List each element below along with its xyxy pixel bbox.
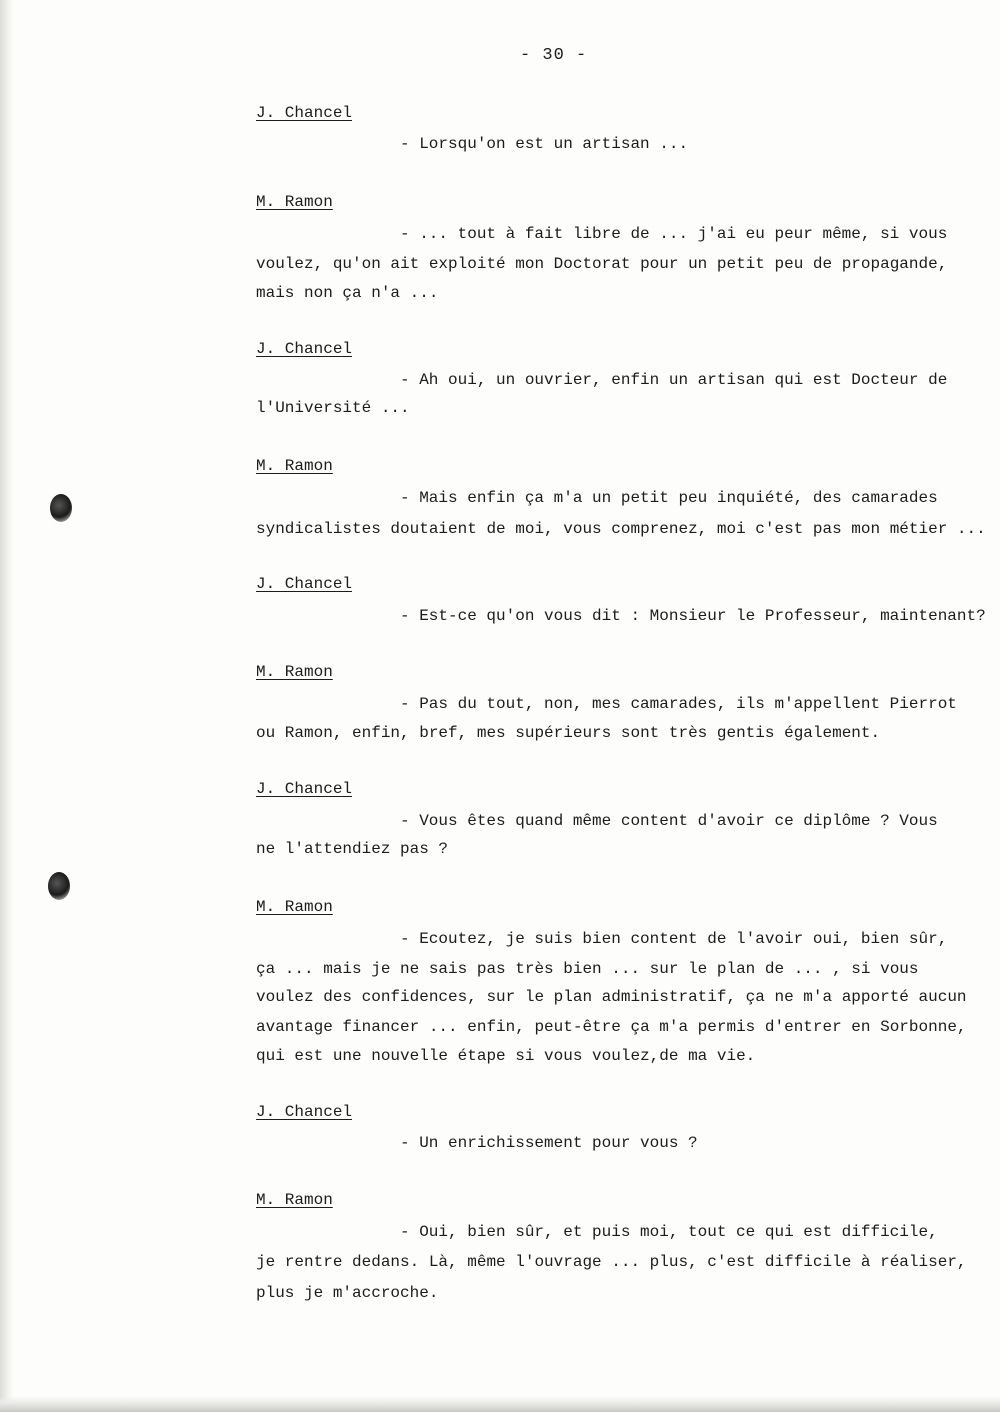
dialogue-line: - Pas du tout, non, mes camarades, ils m'appellent Pierrot — [400, 695, 957, 713]
dialogue-line: - Est-ce qu'on vous dit : Monsieur le Professeur, maintenant? — [400, 607, 986, 625]
speaker-label: M. Ramon — [256, 663, 333, 681]
dialogue-line: - Ah oui, un ouvrier, enfin un artisan qui est Docteur de — [400, 371, 948, 389]
dialogue-line: - Ecoutez, je suis bien content de l'avoir oui, bien sûr, — [400, 930, 948, 948]
speaker-label: J. Chancel — [256, 780, 353, 798]
speaker-label: J. Chancel — [256, 340, 353, 358]
speaker-label: M. Ramon — [256, 457, 333, 475]
dialogue-line: ou Ramon, enfin, bref, mes supérieurs sont très gentis également. — [256, 724, 881, 742]
dialogue-line: je rentre dedans. Là, même l'ouvrage ... plus, c'est difficile à réaliser, — [256, 1253, 967, 1271]
page-edge-shadow — [0, 0, 14, 1412]
dialogue-line: mais non ça n'a ... — [256, 284, 439, 302]
page-number: - 30 - — [520, 46, 588, 65]
dialogue-line: syndicalistes doutaient de moi, vous comprenez, moi c'est pas mon métier ... — [256, 520, 986, 538]
speaker-label: J. Chancel — [256, 1103, 353, 1121]
dialogue-line: - ... tout à fait libre de ... j'ai eu peur même, si vous — [400, 225, 948, 243]
punch-hole — [48, 872, 70, 900]
dialogue-line: voulez, qu'on ait exploité mon Doctorat pour un petit peu de propagande, — [256, 255, 948, 273]
dialogue-line: - Oui, bien sûr, et puis moi, tout ce qui est difficile, — [400, 1223, 938, 1241]
punch-hole — [50, 494, 72, 522]
dialogue-line: - Vous êtes quand même content d'avoir ce diplôme ? Vous — [400, 812, 938, 830]
speaker-label: J. Chancel — [256, 575, 353, 593]
dialogue-line: plus je m'accroche. — [256, 1284, 439, 1302]
speaker-label: J. Chancel — [256, 104, 353, 122]
dialogue-line: - Lorsqu'on est un artisan ... — [400, 135, 689, 153]
page-bottom-shadow — [0, 1396, 1000, 1412]
dialogue-line: avantage financer ... enfin, peut-être ça m'a permis d'entrer en Sorbonne, — [256, 1018, 967, 1036]
dialogue-line: ça ... mais je ne sais pas très bien ... sur le plan de ... , si vous — [256, 960, 919, 978]
speaker-label: M. Ramon — [256, 1191, 333, 1209]
dialogue-line: - Un enrichissement pour vous ? — [400, 1134, 698, 1152]
dialogue-line: l'Université ... — [256, 399, 410, 417]
dialogue-line: voulez des confidences, sur le plan administratif, ça ne m'a apporté aucun — [256, 988, 967, 1006]
speaker-label: M. Ramon — [256, 898, 333, 916]
speaker-label: M. Ramon — [256, 193, 333, 211]
dialogue-line: qui est une nouvelle étape si vous voulez,de ma vie. — [256, 1047, 756, 1065]
dialogue-line: - Mais enfin ça m'a un petit peu inquiété, des camarades — [400, 489, 938, 507]
dialogue-line: ne l'attendiez pas ? — [256, 840, 449, 858]
